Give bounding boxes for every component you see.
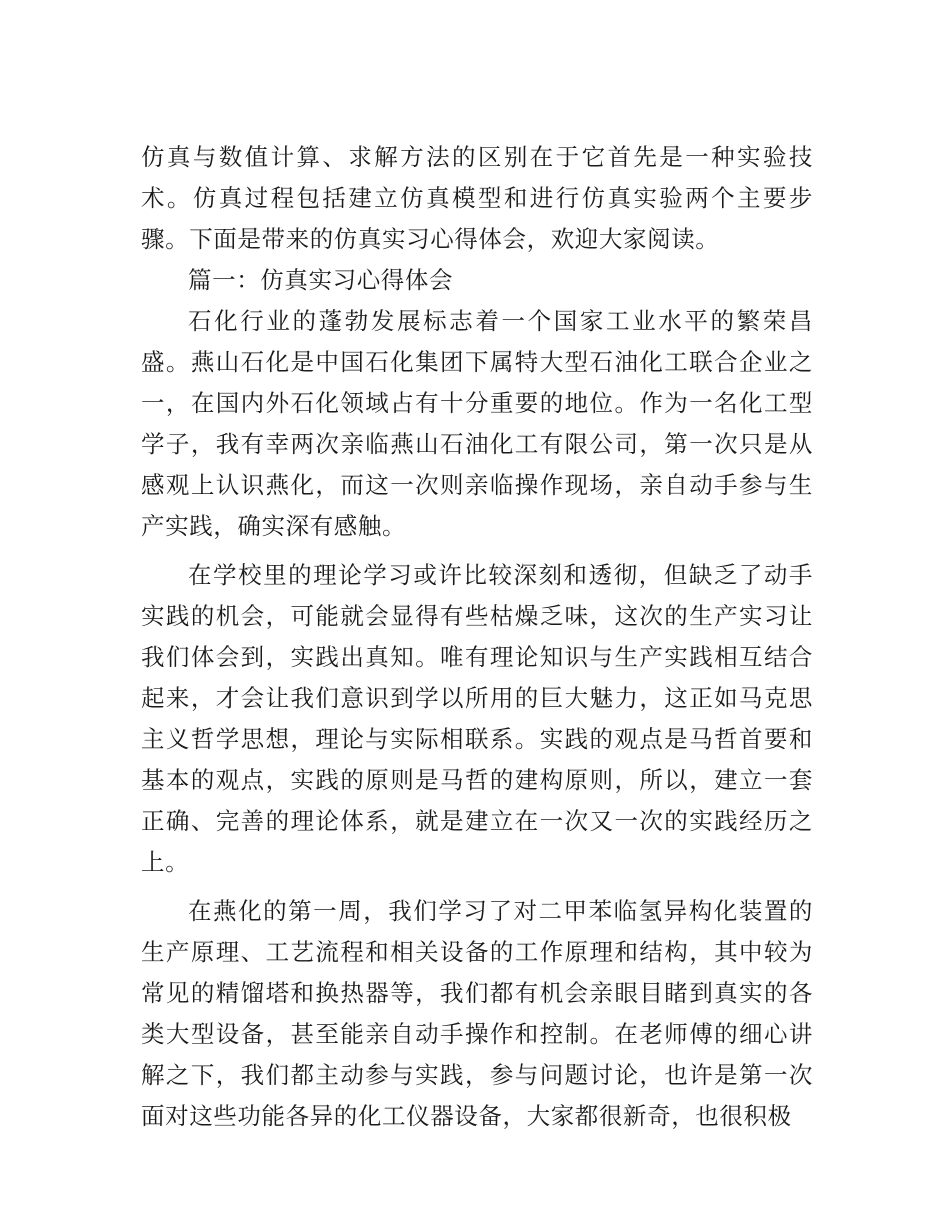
document-body xyxy=(141,137,813,1137)
intro-paragraph: 仿真与数值计算、求解方法的区别在于它首先是一种实验技术。仿真过程包括建立仿真模型和进行仿真实验两个主要步骤。下面是带来的仿真实习心得体会，欢迎大家阅读。 xyxy=(141,143,813,253)
body-paragraph-3: 在燕化的第一周，我们学习了对二甲苯临氢异构化装置的生产原理、工艺流程和相关设备的工作原理和结构，其中较为常见的精馏塔和换热器等，我们都有机会亲眼目睹到真实的各类大型设备，甚至能亲自动手操作和控制。在老师傅的细心讲解之下，我们都主动参与实践，参与问题讨论，也许是第一次面对这些功能各异的化工仪器设备，大家都很新奇，也很积极 xyxy=(141,897,813,1130)
body-paragraph-1: 石化行业的蓬勃发展标志着一个国家工业水平的繁荣昌盛。燕山石化是中国石化集团下属特大型石油化工联合企业之一，在国内外石化领域占有十分重要的地位。作为一名化工型学子，我有幸两次亲临燕山石油化工有限公司，第一次只是从感观上认识燕化，而这一次则亲临操作现场，亲自动手参与生产实践，确实深有感触。 xyxy=(141,307,813,540)
body-paragraph-2: 在学校里的理论学习或许比较深刻和透彻，但缺乏了动手实践的机会，可能就会显得有些枯燥乏味，这次的生产实习让我们体会到，实践出真知。唯有理论知识与生产实践相互结合起来，才会让我们意识到学以所用的巨大魅力，这正如马克思主义哲学思想，理论与实际相联系。实践的观点是马哲首要和基本的观点，实践的原则是马哲的建构原则，所以，建立一套正确、完善的理论体系，就是建立在一次又一次的实践经历之上。 xyxy=(141,561,813,876)
section-heading: 篇一：仿真实习心得体会 xyxy=(188,266,454,294)
